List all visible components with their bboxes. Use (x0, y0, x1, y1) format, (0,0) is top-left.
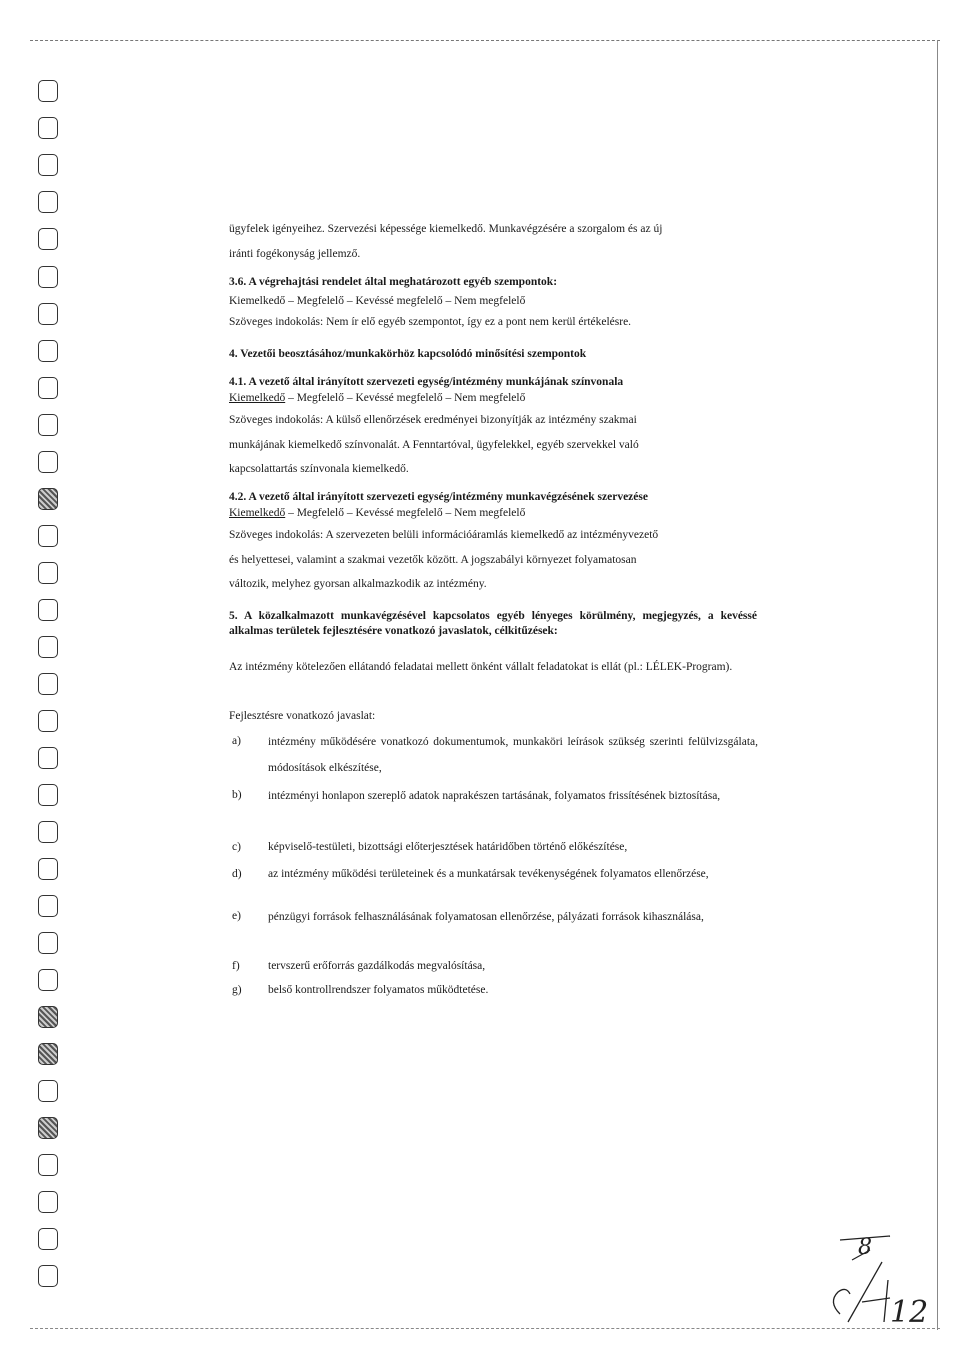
list-text: pénzügyi források felhasználásának folyamatosan ellenőrzése, pályázati források kihasználása, (268, 911, 704, 923)
binder-hole (38, 636, 58, 658)
scan-edge-bottom (30, 1328, 940, 1329)
other-ratings: – Megfelelő – Kevéssé megfelelő – Nem megfelelő (285, 507, 526, 519)
list-letter: e) (232, 910, 241, 922)
binder-hole (38, 969, 58, 991)
handwritten-page-mark (810, 1222, 930, 1332)
section-4-2-heading: 4.2. A vezető által irányított szervezeti egység/intézmény munkavégzésének szervezése (229, 491, 648, 503)
list-text: belső kontrollrendszer folyamatos működtetése. (268, 984, 489, 996)
binder-hole (38, 1006, 58, 1028)
binder-hole (38, 747, 58, 769)
list-letter: c) (232, 841, 241, 853)
list-letter: d) (232, 868, 242, 880)
binder-hole (38, 673, 58, 695)
binder-hole (38, 340, 58, 362)
binder-hole (38, 1228, 58, 1250)
section-5-heading: 5. A közalkalmazott munkavégzésével kapcsolatos egyéb lényeges körülmény, megjegyzés, a kevéssé alkalmas területek fejlesztésére vonatkozó javaslatok, célkitűzések: (229, 610, 757, 637)
binder-hole (38, 414, 58, 436)
section-4-1-line-2: munkájának kiemelkedő színvonalát. A Fenntartóval, ügyfelekkel, egyéb szervekkel való (229, 439, 639, 451)
binder-hole (38, 303, 58, 325)
section-4-2-line-2: és helyettesei, valamint a szakmai vezetők között. A jogszabályi környezet folyamatosan (229, 554, 637, 566)
scan-edge-top (30, 40, 940, 41)
section-5-body: Az intézmény kötelezően ellátandó feladatai mellett önként vállalt feladatokat is ellát (pl.: LÉLEK-Program). (229, 661, 733, 673)
binder-hole (38, 228, 58, 250)
binder-hole (38, 266, 58, 288)
binder-hole (38, 562, 58, 584)
list-letter: b) (232, 789, 242, 801)
intro-line-2: iránti fogékonyság jellemző. (229, 248, 361, 260)
list-text: tervszerű erőforrás gazdálkodás megvalósítása, (268, 960, 486, 972)
binder-hole (38, 525, 58, 547)
scan-edge-right (937, 40, 938, 1330)
section-4-1-rating (229, 391, 525, 406)
other-ratings: – Megfelelő – Kevéssé megfelelő – Nem megfelelő (285, 392, 526, 404)
page-number-mark: 8 (858, 1235, 872, 1260)
binder-hole (38, 858, 58, 880)
selected-rating: Kiemelkedő (229, 507, 286, 519)
section-4-2-rating (229, 506, 525, 521)
binder-hole (38, 895, 58, 917)
section-4-2-line-1: Szöveges indokolás: A szervezeten belüli információáramlás kiemelkedő az intézményvezető (229, 529, 659, 541)
section-3-6-heading: 3.6. A végrehajtási rendelet által meghatározott egyéb szempontok: (229, 276, 558, 288)
selected-rating: Kiemelkedő (229, 392, 286, 404)
binder-hole (38, 1043, 58, 1065)
section-5-list-title: Fejlesztésre vonatkozó javaslat: (229, 710, 376, 722)
binder-hole (38, 710, 58, 732)
binder-hole (38, 1154, 58, 1176)
binder-hole (38, 451, 58, 473)
list-text: az intézmény működési területeinek és a munkatársak tevékenységének folyamatos ellenőrzése, (268, 868, 709, 880)
section-4-1-line-1: Szöveges indokolás: A külső ellenőrzések eredményei bizonyítják az intézmény szakmai (229, 414, 637, 426)
list-text: intézményi honlapon szereplő adatok naprakészen tartásának, folyamatos frissítésének biztosítása, (268, 790, 721, 802)
list-letter: f) (232, 960, 240, 972)
binder-hole (38, 784, 58, 806)
section-4-1-line-3: kapcsolattartás színvonala kiemelkedő. (229, 463, 409, 475)
section-3-6-justification: Szöveges indokolás: Nem ír elő egyéb szempontot, így ez a pont nem kerül értékelésre. (229, 316, 632, 328)
binder-hole (38, 80, 58, 102)
binder-hole (38, 932, 58, 954)
binder-hole (38, 1117, 58, 1139)
section-4-1-heading: 4.1. A vezető által irányított szervezeti egység/intézmény munkájának színvonala (229, 376, 624, 388)
annotation-mark: 12 (890, 1295, 929, 1330)
binder-hole (38, 377, 58, 399)
list-letter: a) (232, 735, 241, 747)
list-text: képviselő-testületi, bizottsági előterjesztések határidőben történő előkészítése, (268, 841, 628, 853)
binder-hole (38, 154, 58, 176)
section-4-2-line-3: változik, melyhez gyorsan alkalmazkodik az intézmény. (229, 578, 487, 590)
binder-hole (38, 488, 58, 510)
binder-hole (38, 599, 58, 621)
binder-hole (38, 1265, 58, 1287)
section-3-6-rating: Kiemelkedő – Megfelelő – Kevéssé megfelelő – Nem megfelelő (229, 295, 526, 307)
binder-hole (38, 117, 58, 139)
binder-hole (38, 191, 58, 213)
binder-hole (38, 1191, 58, 1213)
binder-hole (38, 821, 58, 843)
binder-hole (38, 1080, 58, 1102)
intro-line-1: ügyfelek igényeihez. Szervezési képessége kiemelkedő. Munkavégzésére a szorgalom és az új (229, 223, 663, 235)
list-text: intézmény működésére vonatkozó dokumentumok, munkaköri leírások szükség szerinti felülvizsgálata, módosítások elkészítése, (268, 736, 758, 774)
list-letter: g) (232, 984, 242, 996)
section-4-heading: 4. Vezetői beosztásához/munkakörhöz kapcsolódó minősítési szempontok (229, 348, 587, 360)
